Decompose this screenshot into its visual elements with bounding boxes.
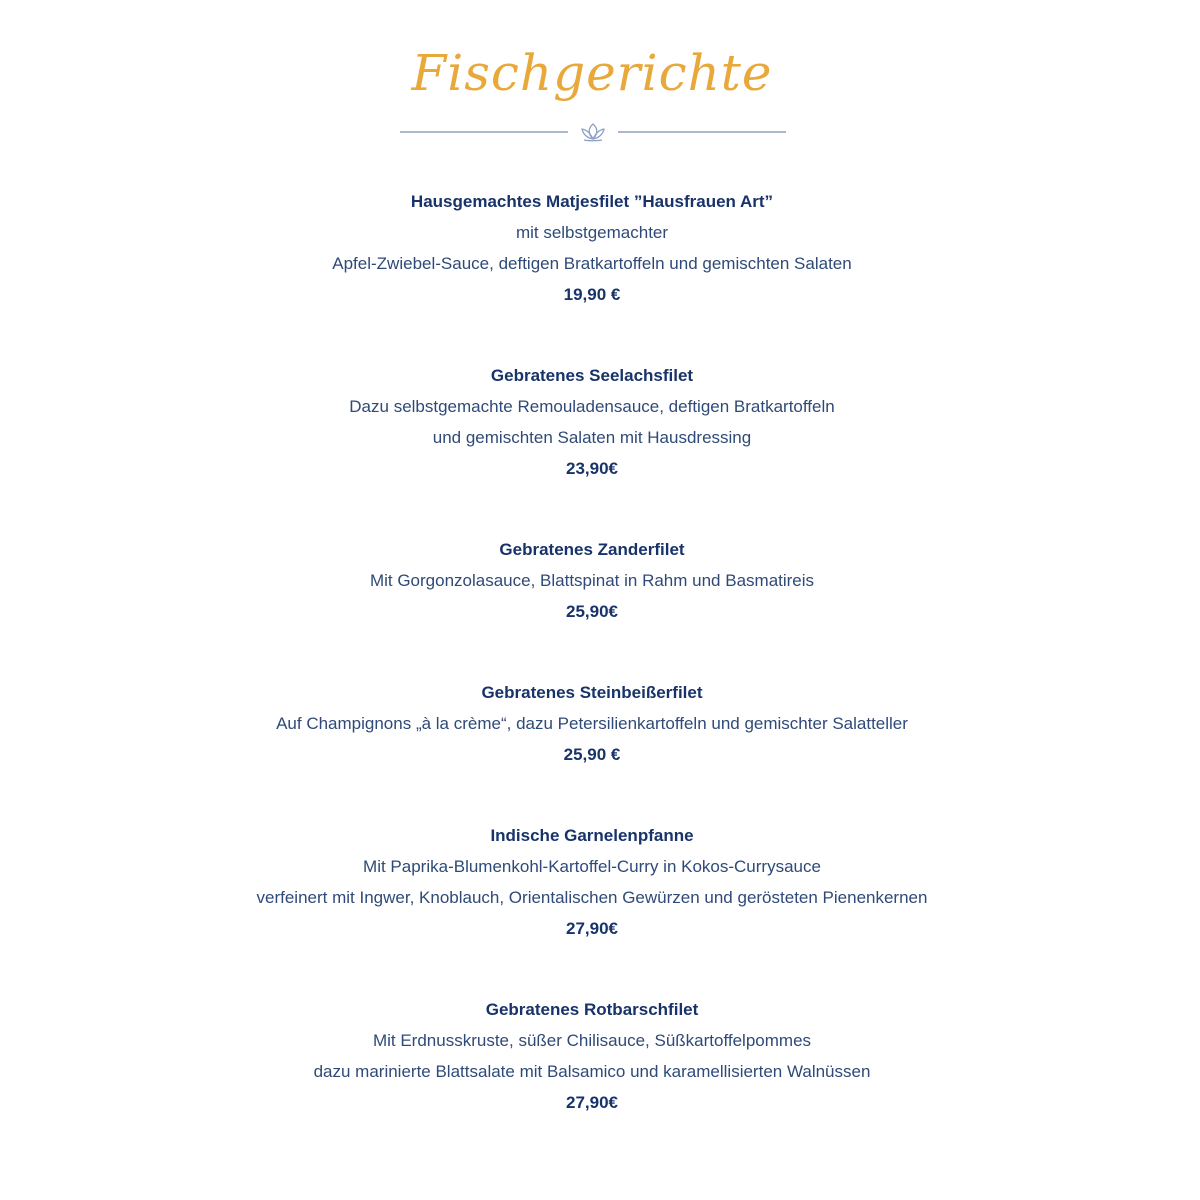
section-header bbox=[0, 38, 1184, 108]
menu-item bbox=[0, 186, 1184, 310]
lotus-icon bbox=[582, 124, 604, 141]
section-title: Fischgerichte bbox=[411, 44, 773, 102]
section-divider bbox=[400, 120, 786, 146]
menu-item-price: 25,90€ bbox=[566, 602, 618, 621]
menu-item-description: Mit Gorgonzolasauce, Blattspinat in Rahm und Basmatireis bbox=[369, 571, 815, 590]
menu-item-name: Gebratenes Zanderfilet bbox=[499, 540, 685, 559]
menu-item bbox=[0, 677, 1184, 770]
menu-item-name: Hausgemachtes Matjesfilet ”Hausfrauen Art” bbox=[410, 192, 774, 211]
menu-item-price: 25,90 € bbox=[563, 745, 621, 764]
menu-item-price: 19,90 € bbox=[563, 285, 621, 304]
menu-item bbox=[0, 360, 1184, 484]
menu-item bbox=[0, 994, 1184, 1118]
menu-item-price: 27,90€ bbox=[566, 1093, 618, 1112]
menu-item-description: Auf Champignons „à la crème“, dazu Petersilienkartoffeln und gemischter Salatteller bbox=[276, 714, 908, 733]
menu-item-description: und gemischten Salaten mit Hausdressing bbox=[432, 428, 752, 447]
menu-list bbox=[0, 186, 1184, 1168]
menu-item bbox=[0, 534, 1184, 627]
menu-item-name: Gebratenes Rotbarschfilet bbox=[485, 1000, 699, 1019]
menu-item-description: mit selbstgemachter bbox=[515, 223, 669, 242]
menu-item bbox=[0, 820, 1184, 944]
menu-item-description: Mit Erdnusskruste, süßer Chilisauce, Süßkartoffelpommes bbox=[372, 1031, 812, 1050]
menu-item-name: Gebratenes Steinbeißerfilet bbox=[481, 683, 703, 702]
menu-item-description: dazu marinierte Blattsalate mit Balsamico und karamellisierten Walnüssen bbox=[313, 1062, 871, 1081]
menu-item-description: Mit Paprika-Blumenkohl-Kartoffel-Curry in Kokos-Currysauce bbox=[363, 857, 821, 876]
menu-item-price: 23,90€ bbox=[566, 459, 618, 478]
menu-item-description: Dazu selbstgemachte Remouladensauce, deftigen Bratkartoffeln bbox=[349, 397, 835, 416]
menu-item-name: Indische Garnelenpfanne bbox=[490, 826, 694, 845]
menu-item-price: 27,90€ bbox=[566, 919, 618, 938]
menu-item-name: Gebratenes Seelachsfilet bbox=[490, 366, 694, 385]
menu-item-description: verfeinert mit Ingwer, Knoblauch, Orientalischen Gewürzen und gerösteten Pienenkernen bbox=[256, 888, 928, 907]
menu-item-description: Apfel-Zwiebel-Sauce, deftigen Bratkartoffeln und gemischten Salaten bbox=[332, 254, 852, 273]
